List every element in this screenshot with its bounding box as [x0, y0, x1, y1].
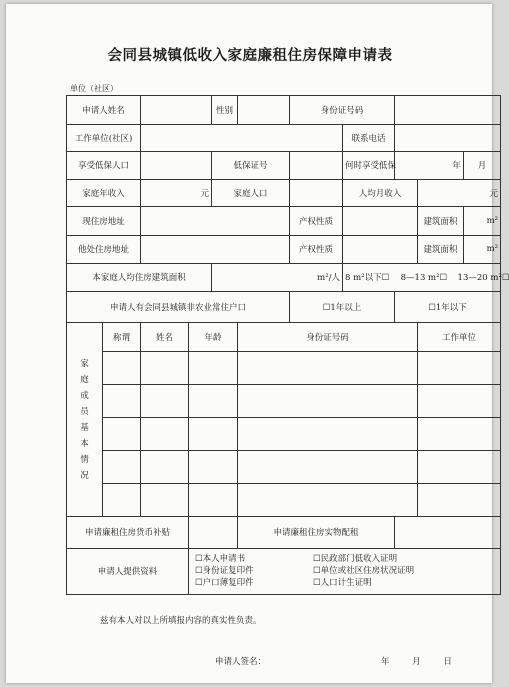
avg-area-label: 本家庭人均住房建筑面积: [67, 264, 212, 291]
family-col-age: 年龄: [189, 323, 238, 352]
current-address-label: 现住房地址: [67, 206, 141, 235]
doc-application-letter[interactable]: ☐本人申请书: [195, 554, 246, 565]
declaration-text: 兹有本人对以上所填报内容的真实性负责。: [100, 616, 262, 626]
applicant-name-label: 申请人姓名: [67, 96, 141, 125]
family-row: [67, 351, 501, 384]
row-documents: [67, 548, 501, 594]
row-avg-area: [67, 264, 501, 291]
family-col-relation: 称谓: [103, 323, 141, 352]
family-cell[interactable]: [418, 417, 501, 450]
monthly-income-label: 人均月收入: [343, 179, 418, 206]
allowance-year[interactable]: 年: [395, 152, 464, 179]
row-applicant: [67, 96, 501, 125]
family-cell[interactable]: [103, 351, 141, 384]
row-hukou: [67, 291, 501, 323]
family-cell[interactable]: [189, 450, 238, 483]
avg-area-option-under-8[interactable]: 8 m²以下☐: [345, 273, 390, 284]
signature-label: 申请人签名：: [215, 657, 267, 667]
family-cell[interactable]: [238, 417, 418, 450]
current-property-field[interactable]: [343, 206, 418, 235]
family-cell[interactable]: [189, 351, 238, 384]
family-row: [67, 417, 501, 450]
family-cell[interactable]: [238, 384, 418, 417]
annual-income-label: 家庭年收入: [67, 179, 141, 206]
row-income: [67, 179, 501, 206]
family-population-field[interactable]: [290, 179, 343, 206]
family-cell[interactable]: [103, 417, 141, 450]
avg-area-options: [343, 264, 509, 291]
documents-label: 申请人提供资料: [67, 548, 189, 594]
current-address-field[interactable]: [141, 206, 290, 235]
family-cell[interactable]: [141, 384, 189, 417]
family-row: [67, 450, 501, 483]
family-col-id: 身份证号码: [238, 323, 418, 352]
family-cell[interactable]: [238, 483, 418, 516]
row-allowance: [67, 152, 501, 179]
current-property-label: 产权性质: [290, 206, 343, 235]
unit-label: 单位（社区）: [70, 84, 118, 93]
family-cell[interactable]: [103, 384, 141, 417]
allowance-since-label: 何时享受低保: [343, 152, 395, 179]
family-cell[interactable]: [418, 483, 501, 516]
applicant-name-field[interactable]: [141, 96, 212, 125]
avg-area-unit[interactable]: m²/人: [212, 264, 343, 291]
family-cell[interactable]: [189, 483, 238, 516]
doc-low-income-proof[interactable]: ☐民政部门低收入证明: [313, 554, 398, 565]
family-cell[interactable]: [238, 450, 418, 483]
other-property-field[interactable]: [343, 235, 418, 264]
money-subsidy-field[interactable]: [189, 516, 238, 548]
row-current-housing: [67, 206, 501, 235]
row-subsidy: [67, 516, 501, 548]
family-cell[interactable]: [418, 384, 501, 417]
allowance-population-field[interactable]: [141, 152, 212, 179]
current-area-label: 建筑面积: [418, 206, 464, 235]
allowance-month[interactable]: 月: [464, 152, 501, 179]
family-row: [67, 483, 501, 516]
family-cell[interactable]: [103, 450, 141, 483]
annual-income-unit[interactable]: 元: [141, 179, 212, 206]
hukou-label: 申请人有会同县城镇非农业常住户口: [67, 291, 290, 323]
gender-label: 性别: [212, 96, 238, 125]
doc-family-planning-proof[interactable]: ☐人口计生证明: [313, 578, 372, 589]
application-form-table: [66, 95, 509, 595]
avg-area-option-13-20[interactable]: 13—20 m²☐: [457, 273, 509, 284]
family-cell[interactable]: [418, 450, 501, 483]
family-header-row: [67, 323, 501, 352]
allowance-population-label: 享受低保人口: [67, 152, 141, 179]
family-cell[interactable]: [418, 351, 501, 384]
other-area-label: 建筑面积: [418, 235, 464, 264]
family-cell[interactable]: [141, 483, 189, 516]
allowance-cert-label: 低保证号: [212, 152, 290, 179]
doc-hukou-copy[interactable]: ☐户口薄复印件: [195, 578, 254, 589]
doc-housing-proof[interactable]: ☐单位或社区住房状况证明: [313, 566, 415, 577]
row-other-housing: [67, 235, 501, 264]
hukou-option-over-1y[interactable]: ☐1年以上: [290, 291, 395, 323]
signature-date: 年 月 日: [381, 657, 452, 667]
family-cell[interactable]: [189, 417, 238, 450]
form-title: 会同县城镇低收入家庭廉租住房保障申请表: [107, 47, 393, 64]
row-work: [67, 124, 501, 151]
phone-label: 联系电话: [343, 124, 395, 151]
id-number-label: 身份证号码: [290, 96, 395, 125]
gender-field[interactable]: [238, 96, 290, 125]
family-cell[interactable]: [238, 351, 418, 384]
rent-subsidy-field[interactable]: [395, 516, 501, 548]
family-col-name: 姓名: [141, 323, 189, 352]
other-address-field[interactable]: [141, 235, 290, 264]
id-number-field[interactable]: [395, 96, 501, 125]
family-side-label: 家 庭 成 员 基 本 情 况: [67, 323, 103, 516]
current-area-unit[interactable]: m²: [464, 206, 501, 235]
documents-checklist: [189, 548, 501, 594]
other-property-label: 产权性质: [290, 235, 343, 264]
other-address-label: 他处住房地址: [67, 235, 141, 264]
family-row: [67, 384, 501, 417]
phone-field[interactable]: [395, 124, 501, 151]
hukou-option-under-1y[interactable]: ☐1年以下: [395, 291, 501, 323]
avg-area-option-8-13[interactable]: 8—13 m²☐: [400, 273, 448, 284]
family-cell[interactable]: [141, 351, 189, 384]
doc-id-copy[interactable]: ☐身份证复印件: [195, 566, 254, 577]
rent-subsidy-label: 申请廉租住房实物配租: [238, 516, 395, 548]
family-population-label: 家庭人口: [212, 179, 290, 206]
work-unit-label: 工作单位(社区): [67, 124, 141, 151]
allowance-cert-field[interactable]: [290, 152, 343, 179]
other-area-unit[interactable]: m²: [464, 235, 501, 264]
family-cell[interactable]: [141, 417, 189, 450]
money-subsidy-label: 申请廉租住房货币补贴: [67, 516, 189, 548]
work-unit-field[interactable]: [141, 124, 343, 151]
family-cell[interactable]: [103, 483, 141, 516]
family-cell[interactable]: [141, 450, 189, 483]
monthly-income-unit[interactable]: 元: [418, 179, 501, 206]
family-cell[interactable]: [189, 384, 238, 417]
family-col-work: 工作单位: [418, 323, 501, 352]
